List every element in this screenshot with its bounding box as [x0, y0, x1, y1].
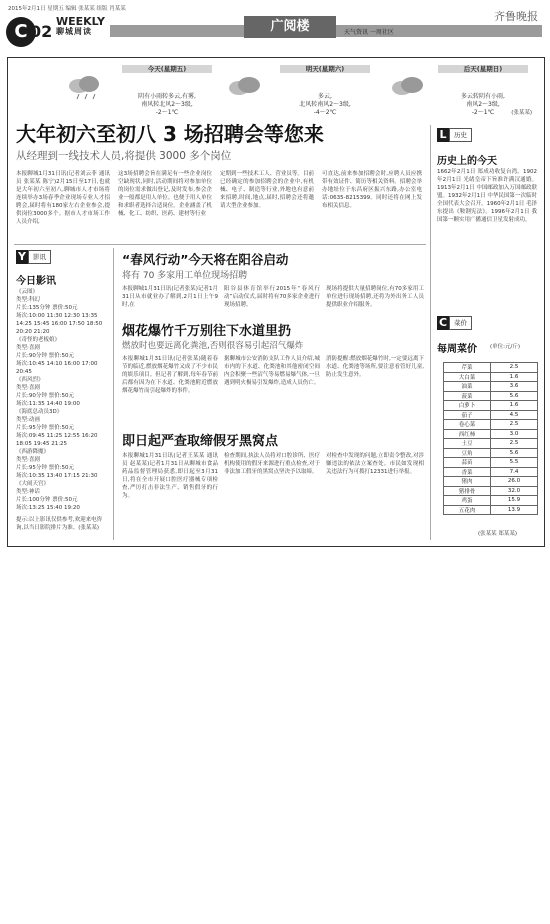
weather-source: (张某某) [511, 110, 532, 116]
section-title: 广阅楼 [244, 16, 336, 38]
movie-listing-line: 《西风烈》 [16, 377, 44, 383]
movie-listing-line: 场次:11:35 14:40 19:00 [16, 401, 80, 407]
main-article-col3: 定期到一些技术工人、营业员等。目前已经确定的参加招聘会的企业中,有机械、电子、制造等行业,外地也有意前来招聘,时间,地点,届时,招聘会还将邀请大型企业参加。 [220, 171, 314, 209]
movies-tag-letter: Y [16, 250, 28, 264]
column-divider [430, 125, 431, 540]
movie-listing-line: 类型:神话 [16, 489, 40, 495]
dateline: 2015年2月1日 星期五 编辑 张某某 组版 肖某某 [8, 6, 126, 12]
weather-wind: 北风转南风2～3级, [299, 101, 351, 108]
vegetable-tag [437, 316, 472, 330]
vegetable-row [444, 382, 538, 392]
vegetable-row [444, 477, 538, 487]
vegetable-unit: (单位:元/斤) [490, 344, 520, 350]
weather-desc: 多云转阴有小雨, [461, 93, 505, 100]
vegetable-title: 每周菜价 [437, 344, 477, 355]
vegetable-row [444, 372, 538, 382]
movie-listing-line: 片长:95分钟 票价:50元 [16, 465, 74, 471]
weekly-subtitle: 聊城周读 [56, 27, 92, 36]
history-tag [437, 128, 472, 142]
vegetable-price: 13.9 [491, 505, 538, 515]
movie-listing-line: 类型:喜剧 [16, 345, 40, 351]
movie-listing-line: 《西游降魔》 [16, 449, 50, 455]
vegetable-name: 大白菜 [444, 372, 491, 382]
weather-temp: -4～2℃ [313, 109, 337, 116]
weather-temp: -2～1℃ [471, 109, 495, 116]
vegetable-name: 蒜苗 [444, 458, 491, 468]
vegetable-row [444, 467, 538, 477]
vegetable-row [444, 401, 538, 411]
column-divider [113, 248, 114, 540]
vegetable-price-table [443, 362, 538, 515]
vegetable-name: 西红柿 [444, 429, 491, 439]
counterfeit-col1: 本报聊城1月31日讯(记者王某某 通讯员 赵某某)记者1月31日从聊城市食品药品监督管理局获悉,即日起至3月31日,将在全市开展口腔医疗器械专项检查,严厉打击非法生产、销售假牙的行为。 [122, 453, 218, 499]
movie-listing-line: 片长:90分钟 票价:50元 [16, 353, 74, 359]
main-article-col2: 这3场招聘会旨在满足有一些企业岗位空缺现状,同时,活动期间将对参加单位的岗位需求做出登记,及时发布,参会企业一般都是用人单位。也便于用人单位和求职者选择合适岗位。企业涵盖了机械、化工、纺织、医药、建材等行业 [118, 171, 212, 217]
vegetable-name: 芹菜 [444, 363, 491, 373]
movie-listing-line: 片长:90分钟 票价:50元 [16, 393, 74, 399]
weather-tomorrow [270, 65, 380, 117]
movie-listing-line: 《大闹天宫》 [16, 481, 50, 487]
movie-listing-line: 片长:95分钟 票价:50元 [16, 425, 74, 431]
page-number: 02 [30, 22, 53, 41]
weather-wind: 南风2～3级, [466, 101, 500, 108]
vegetable-tag-letter: C [438, 316, 448, 329]
spring-action-col2: 阳谷县体育馆举行2015年“春风行动”启动仪式,届时将有70多家企业进行现场招聘。 [224, 286, 320, 308]
vegetable-row [444, 429, 538, 439]
vegetable-row [444, 391, 538, 401]
firecracker-col2: 据聊城市公安消防支队工作人员介绍,城市内的下水道、化粪池和其他密闭空间内会积聚一些沼气等易燃易爆气体,一旦遇到明火极易引发爆炸,造成人员伤亡。 [224, 356, 320, 386]
vegetable-price: 3.0 [491, 429, 538, 439]
movies-title: 今日影讯 [16, 276, 56, 287]
weather-day-label: 今天(星期五) [122, 65, 212, 73]
vegetable-name: 猪排骨 [444, 486, 491, 496]
vegetable-row [444, 410, 538, 420]
movie-listing-line: 场次:13:25 15:40 19:20 [16, 505, 80, 511]
vegetable-name: 五花肉 [444, 505, 491, 515]
movie-listing-line: 《奇怪的老板娘》 [16, 337, 61, 343]
vegetable-tag-text: 菜价 [449, 316, 472, 330]
spring-action-col3: 现场将提供大量招聘岗位,有70多家用工单位进行现场招聘,还将为外出务工人员提供职业介绍服务。 [326, 286, 424, 308]
movies-tag-text: 影讯 [28, 250, 51, 264]
movie-listing-line: 类型:动画 [16, 417, 40, 423]
counterfeit-headline: 即日起严查取缔假牙黑窝点 [122, 434, 279, 449]
weather-today [112, 65, 222, 117]
cloud-rain-icon [65, 74, 105, 100]
cloud-icon [388, 74, 428, 98]
vegetable-price: 2.5 [491, 363, 538, 373]
movie-listing-line: 《云图》 [16, 289, 39, 295]
firecracker-subhead: 燃放时也要远离化粪池,否则很容易引起沼气爆炸 [122, 341, 304, 351]
movies-footer: 提示:以上影讯仅供参考,欢迎来电咨询,以当日影院排片为准。(张某某) [16, 517, 103, 531]
section-subtitle: 天气资讯 一周社区 [344, 29, 394, 36]
spring-action-col1: 本报聊城1月31日讯(记者张某)记者1月31日从市就业办了解到,2月1日上午9时,在 [122, 286, 218, 308]
newspaper-logo: 齐鲁晚报 [494, 10, 538, 23]
vegetable-name: 卷心菜 [444, 420, 491, 430]
main-subhead: 从经理到一线技术人员,将提供 3000 多个岗位 [16, 150, 232, 162]
vegetable-price: 26.0 [491, 477, 538, 487]
counterfeit-col2: 检查期间,执法人员将对口腔诊所、医疗机构使用的假牙来源进行重点检查,对于非法加工假牙的黑窝点坚决予以取缔。 [224, 453, 320, 475]
spring-action-subhead: 将有 70 多家用工单位现场招聘 [122, 271, 248, 281]
movies-tag [16, 250, 51, 264]
movie-listing-line: 场次:10:35 13:40 17:15 21:30 [16, 473, 98, 479]
counterfeit-col3: 对检查中发现的问题,立即责令整改,对涉嫌违法的依法立案查处。市民如发现相关违法行为可拨打12331进行举报。 [326, 453, 424, 475]
history-text: 1662年2月1日 郑成功收复台湾。1902年2月1日 光绪皇帝下旨准许满汉通婚。1913年2月1日 中国邮政加入万国邮政联盟。1932年2月1日 中华民国第一次临时全国代表大会召开。1960年2月1日 毛泽东提出《鞍钢宪法》。1996年2月1日 我国第一颗实用广播通信卫星发射成功。 [437, 169, 537, 223]
cloud-icon [225, 74, 265, 98]
movie-listing-line: 场次:10:45 14:10 16:00 17:00 20:45 [16, 361, 98, 375]
vegetable-name: 猪肉 [444, 477, 491, 487]
vegetable-row [444, 363, 538, 373]
vegetable-name: 茄子 [444, 410, 491, 420]
vegetable-name: 油菜 [444, 382, 491, 392]
vegetable-name: 香菜 [444, 467, 491, 477]
vegetable-row [444, 420, 538, 430]
vegetable-price: 5.5 [491, 458, 538, 468]
vegetable-price: 32.0 [491, 486, 538, 496]
vegetable-price: 7.4 [491, 467, 538, 477]
main-article-col4: 可直达,前来参加招聘会时,应聘人员应携带有效证件、简历等相关资料。招聘会举办地址位于东昌府区振兴东路,办公室电话:0635-8215399。同时还将在网上发布相关信息。 [322, 171, 422, 209]
page-letter-badge: C [6, 17, 36, 47]
movie-listing-line: 类型:科幻 [16, 297, 40, 303]
vegetable-row [444, 439, 538, 449]
movie-listing-line: 场次:10:00 11:30 12:30 13:35 14:25 15:45 16:00 17:50 18:50 20:20 21:20 [16, 313, 103, 335]
vegetable-price: 1.6 [491, 401, 538, 411]
movie-list [16, 288, 108, 513]
movie-listing-line: 《海底总动员3D》 [16, 409, 63, 415]
vegetable-price: 15.9 [491, 496, 538, 506]
vegetable-price: 2.5 [491, 420, 538, 430]
vegetable-row [444, 448, 538, 458]
history-tag-text: 历史 [449, 128, 472, 142]
history-title: 历史上的今天 [437, 156, 497, 167]
vegetable-name: 白萝卜 [444, 401, 491, 411]
movie-listing-line: 类型:喜剧 [16, 457, 40, 463]
firecracker-col1: 本报聊城1月31日讯(记者张某)随着春节的临近,燃放烟花爆竹又成了不少市民的娱乐项目。但记者了解到,每年春节前后都有因为在下水道、化粪池附近燃放烟花爆竹而引起爆炸的事件。 [122, 356, 218, 394]
weather-desc: 阴有小雨转多云,有雾, [138, 93, 196, 100]
vegetable-row [444, 458, 538, 468]
weather-day-label: 后天(星期日) [438, 65, 528, 73]
vegetable-row [444, 505, 538, 515]
vegetable-price: 5.6 [491, 448, 538, 458]
vegetable-credit: (张某某 郑某某) [478, 531, 518, 537]
section-divider [14, 244, 426, 245]
vegetable-name: 土豆 [444, 439, 491, 449]
weekly-title: WEEKLY [56, 15, 105, 28]
vegetable-row [444, 496, 538, 506]
movie-listing-line: 类型:喜剧 [16, 385, 40, 391]
vegetable-row [444, 486, 538, 496]
vegetable-price: 5.6 [491, 391, 538, 401]
main-headline: 大年初六至初八 3 场招聘会等您来 [16, 122, 324, 146]
weather-wind: 南风转北风2～3级, [141, 101, 193, 108]
vegetable-price: 1.6 [491, 372, 538, 382]
vegetable-name: 鸡蛋 [444, 496, 491, 506]
vegetable-name: 豆角 [444, 448, 491, 458]
vegetable-name: 菠菜 [444, 391, 491, 401]
weather-desc: 多云, [318, 93, 332, 100]
movie-listing-line: 片长:135分钟 票价:50元 [16, 305, 78, 311]
movie-listing-line: 场次:09:45 11:25 12:55 16:20 18:05 19:45 21:25 [16, 433, 98, 447]
vegetable-price: 3.6 [491, 382, 538, 392]
vegetable-price: 2.5 [491, 439, 538, 449]
vegetable-price: 4.5 [491, 410, 538, 420]
weather-temp: -2～1℃ [155, 109, 179, 116]
firecracker-col3: 消防提醒:燃放烟花爆竹时,一定要远离下水道、化粪池等场所,要注意看管好儿童,防止发生意外。 [326, 356, 424, 378]
weekly-title-block [56, 17, 105, 37]
main-article-col1: 本报聊城1月31日讯(记者刘云菲 通讯员 张某某 陈宁)2月15日至17日,也就是大年初六至初八,聊城市人才市场将连续举办3场春季企业现场专业人才招聘会,届时将有180家左右企业参会,提供岗位3000多个。据市人才市场工作人员介绍, [16, 171, 110, 225]
spring-action-headline: “春风行动”今天将在阳谷启动 [122, 252, 289, 267]
weather-day-label: 明天(星期六) [280, 65, 370, 73]
firecracker-headline: 烟花爆竹千万别往下水道里扔 [122, 324, 292, 339]
history-tag-letter: L [437, 128, 449, 142]
movie-listing-line: 片长:100分钟 票价:50元 [16, 497, 78, 503]
